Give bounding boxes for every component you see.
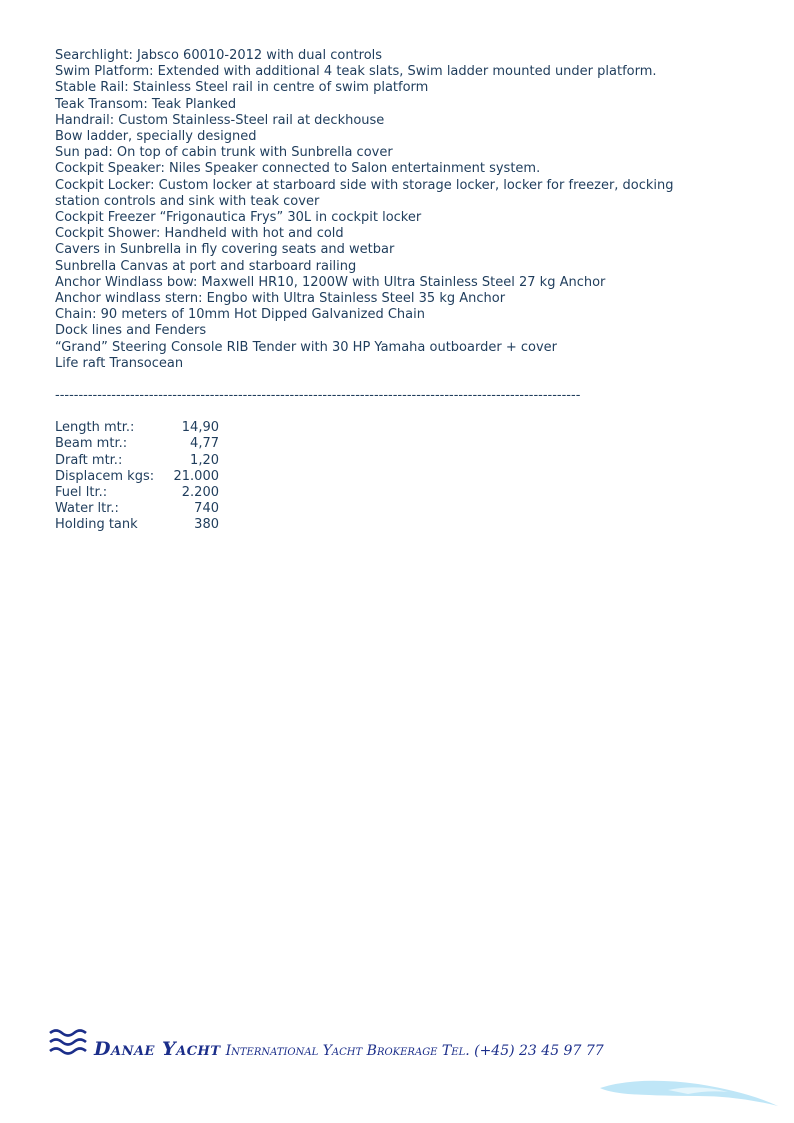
table-row — [55, 453, 745, 469]
list-item: Cockpit Shower: Handheld with hot and cold — [55, 226, 344, 242]
spec-label: Length mtr.: — [55, 420, 135, 436]
list-item: Swim Platform: Extended with additional 4 teak slats, Swim ladder mounted under platform. — [55, 64, 657, 80]
list-item: Bow ladder, specially designed — [55, 129, 257, 145]
list-item: Cockpit Freezer “Frigonautica Frys” 30L in cockpit locker — [55, 210, 422, 226]
table-row — [55, 469, 745, 485]
waves-icon — [48, 1027, 88, 1057]
list-item: Anchor Windlass bow: Maxwell HR10, 1200W with Ultra Stainless Steel 27 kg Anchor — [55, 274, 606, 290]
table-row — [55, 501, 745, 517]
dashed-divider: ---------------------------------------------------------------------------------------------------------------- — [55, 388, 581, 404]
spec-label: Beam mtr.: — [55, 436, 128, 452]
list-item: Life raft Transocean — [55, 355, 184, 371]
table-row — [55, 420, 745, 436]
spec-value: 4,77 — [190, 436, 219, 452]
spec-value: 380 — [194, 517, 219, 533]
spec-value: 21.000 — [173, 468, 219, 484]
table-row — [55, 436, 745, 452]
spec-label: Fuel ltr.: — [55, 485, 108, 501]
list-item: Handrail: Custom Stainless-Steel rail at deckhouse — [55, 112, 385, 128]
list-item: Dock lines and Fenders — [55, 323, 207, 339]
spec-value: 740 — [194, 501, 219, 517]
spec-value: 14,90 — [181, 420, 219, 436]
spec-label: Displacem kgs: — [55, 468, 155, 484]
equipment-list — [55, 48, 745, 372]
list-item: Stable Rail: Stainless Steel rail in centre of swim platform — [55, 80, 429, 96]
list-item: Anchor windlass stern: Engbo with Ultra Stainless Steel 35 kg Anchor — [55, 291, 506, 307]
spec-value: 2.200 — [181, 485, 219, 501]
list-item: Sun pad: On top of cabin trunk with Sunbrella cover — [55, 145, 393, 161]
brand-tagline: International Yacht Brokerage Tel. (+45) 23 45 97 77 — [225, 1043, 604, 1059]
table-row — [55, 485, 745, 501]
list-item: Searchlight: Jabsco 60010-2012 with dual controls — [55, 48, 383, 63]
list-item: Cockpit Locker: Custom locker at starboard side with storage locker, locker for freezer, docking station controls and sink with teak cover — [55, 177, 674, 209]
list-item: Sunbrella Canvas at port and starboard railing — [55, 258, 357, 274]
footer — [48, 1024, 748, 1064]
spec-table — [55, 420, 745, 533]
list-item: Teak Transom: Teak Planked — [55, 96, 237, 112]
spec-label: Holding tank — [55, 517, 138, 533]
brand-name: Danae Yacht — [94, 1038, 221, 1060]
brand-line — [94, 1038, 604, 1060]
list-item: “Grand” Steering Console RIB Tender with 30 HP Yamaha outboarder + cover — [55, 339, 557, 355]
spec-label: Water ltr.: — [55, 501, 119, 517]
document-body — [55, 48, 745, 534]
list-item: Cavers in Sunbrella in fly covering seats and wetbar — [55, 242, 395, 258]
list-item: Chain: 90 meters of 10mm Hot Dipped Galvanized Chain — [55, 307, 425, 323]
list-item: Cockpit Speaker: Niles Speaker connected to Salon entertainment system. — [55, 161, 541, 177]
swoosh-icon — [598, 1076, 780, 1112]
spec-value: 1,20 — [190, 452, 219, 468]
spec-label: Draft mtr.: — [55, 452, 123, 468]
table-row — [55, 517, 745, 533]
